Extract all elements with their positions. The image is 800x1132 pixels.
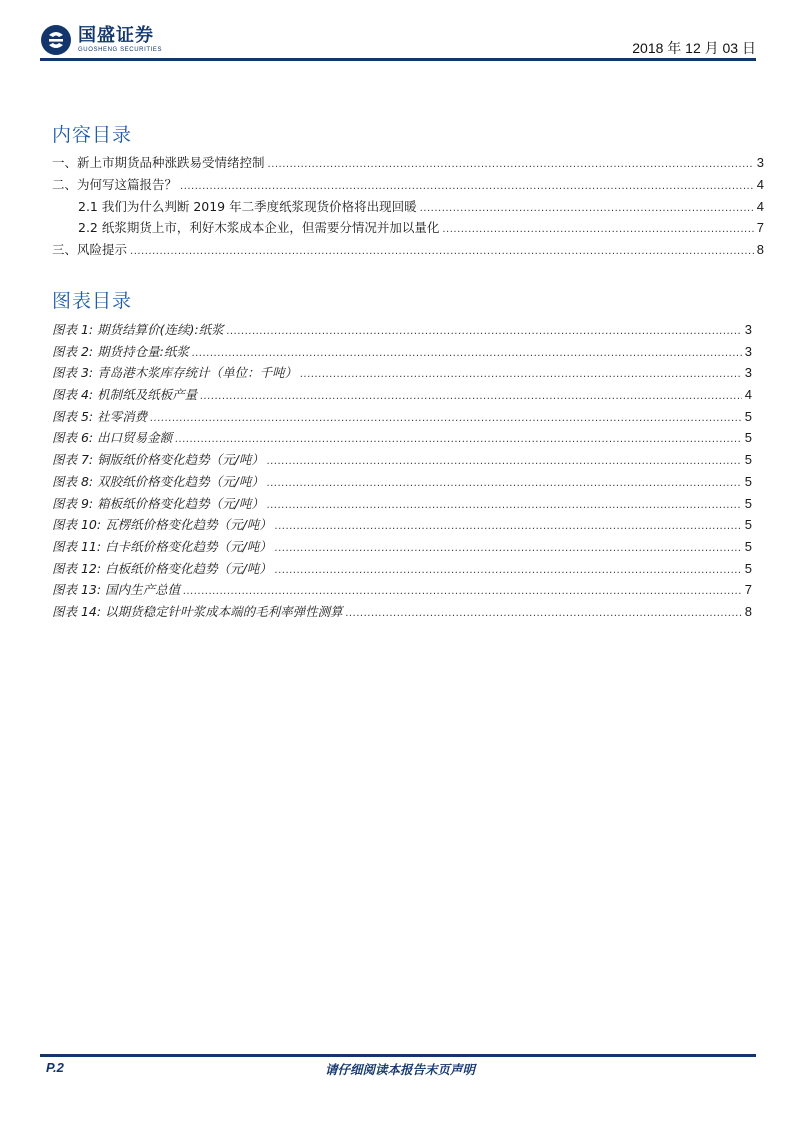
toc-entry[interactable] [52,218,764,240]
page-number: P.2 [46,1060,64,1075]
figure-entry-label: 图表 5: 社零消费 [52,408,148,424]
figure-entry[interactable] [52,602,752,624]
toc-entry-page: 8 [756,242,764,258]
figure-entry-label: 图表 7: 铜版纸价格变化趋势（元/吨） [52,452,264,468]
figure-entry-page: 4 [744,387,752,403]
toc-leader [300,369,742,380]
toc-entry-page: 7 [756,220,764,236]
figure-entry-page: 8 [744,603,752,619]
figure-entry[interactable] [52,407,752,429]
figure-entry-page: 5 [744,560,752,576]
toc-entry-label: 一、新上市期货品种涨跌易受情绪控制 [52,155,265,170]
toc-entry-label: 三、风险提示 [52,242,128,258]
toc-entry[interactable] [52,153,764,175]
figure-entry-label: 图表 8: 双胶纸价格变化趋势（元/吨） [52,473,264,489]
figure-entry-label: 图表 13: 国内生产总值 [52,582,181,598]
figure-entry[interactable] [52,320,752,342]
figure-entry[interactable] [52,363,752,385]
toc-leader [267,478,742,489]
figure-entry-page: 5 [744,517,752,533]
figure-entry[interactable] [52,559,752,581]
toc-entry[interactable] [52,197,764,219]
toc-entry-label: 二、为何写这篇报告？ [52,176,178,192]
figures-list [52,320,752,624]
figure-entry-label: 图表 3: 青岛港木浆库存统计（单位：千吨） [52,365,298,381]
figure-entry-label: 图表 9: 箱板纸价格变化趋势（元/吨） [52,495,264,511]
company-logo [40,22,162,58]
figure-entry[interactable] [52,342,752,364]
toc-leader [420,203,754,214]
logo-name-cn: 国盛证券 [78,25,154,46]
figure-entry-page: 5 [744,495,752,511]
figure-entry-page: 5 [744,408,752,424]
figure-entry-page: 5 [744,452,752,468]
contents-list [52,153,764,262]
guosheng-logo-icon [40,24,72,56]
figure-entry[interactable] [52,450,752,472]
figure-entry[interactable] [52,537,752,559]
figure-entry[interactable] [52,580,752,602]
figure-entry-label: 图表 12: 白板纸价格变化趋势（元/吨） [52,560,272,576]
toc-entry-label: 2.1 我们为什么判断 2019 年二季度纸浆现货价格将出现回暖 [78,198,417,214]
figure-entry-label: 图表 10: 瓦楞纸价格变化趋势（元/吨） [52,517,272,533]
toc-leader [346,608,742,619]
toc-entry[interactable] [52,175,764,197]
toc-leader [200,391,742,402]
toc-entry[interactable] [52,240,764,262]
figure-entry-page: 5 [744,473,752,489]
figure-entry-page: 5 [744,538,752,554]
logo-name-en: GUOSHENG SECURITIES [78,47,163,53]
page-header [0,0,800,60]
toc-leader [275,565,742,576]
toc-leader [275,543,742,554]
figure-entry-page: 3 [744,322,752,337]
toc-entry-label: 2.2 纸浆期货上市，利好木浆成本企业，但需要分情况并加以量化 [78,220,440,236]
toc-entry-page: 3 [756,155,764,170]
toc-leader [442,224,753,235]
toc-leader [175,434,742,445]
figure-entry[interactable] [52,494,752,516]
toc-leader [192,348,742,359]
figure-entry-page: 3 [744,365,752,381]
footer-divider [40,1054,756,1057]
figures-title: 图表目录 [52,290,133,312]
figure-entry-label: 图表 14: 以期货稳定针叶浆成本端的毛利率弹性测算 [52,603,343,619]
toc-leader [267,500,742,511]
report-date: 2018 年 12 月 03 日 [632,40,756,56]
toc-leader [227,326,742,337]
figure-entry-label: 图表 11: 白卡纸价格变化趋势（元/吨） [52,538,272,554]
figure-entry-label: 图表 1: 期货结算价(连续):纸浆 [52,322,224,337]
figure-entry[interactable] [52,385,752,407]
figure-entry-label: 图表 2: 期货持仓量:纸浆 [52,343,189,359]
toc-leader [268,159,754,170]
figure-entry[interactable] [52,472,752,494]
figure-entry[interactable] [52,428,752,450]
figure-entry[interactable] [52,515,752,537]
figure-entry-page: 3 [744,343,752,359]
toc-leader [183,586,742,597]
toc-entry-page: 4 [756,198,764,214]
toc-leader [275,521,742,532]
disclaimer-note: 请仔细阅读本报告末页声明 [324,1062,475,1077]
toc-leader [180,181,754,192]
toc-leader [150,413,742,424]
toc-leader [267,456,742,467]
figure-entry-label: 图表 4: 机制纸及纸板产量 [52,387,198,403]
header-divider [40,58,756,61]
toc-leader [130,246,754,257]
figure-entry-page: 7 [744,582,752,598]
figure-entry-label: 图表 6: 出口贸易金额 [52,430,173,446]
figure-entry-page: 5 [744,430,752,446]
contents-title: 内容目录 [52,124,133,146]
toc-entry-page: 4 [756,176,764,192]
